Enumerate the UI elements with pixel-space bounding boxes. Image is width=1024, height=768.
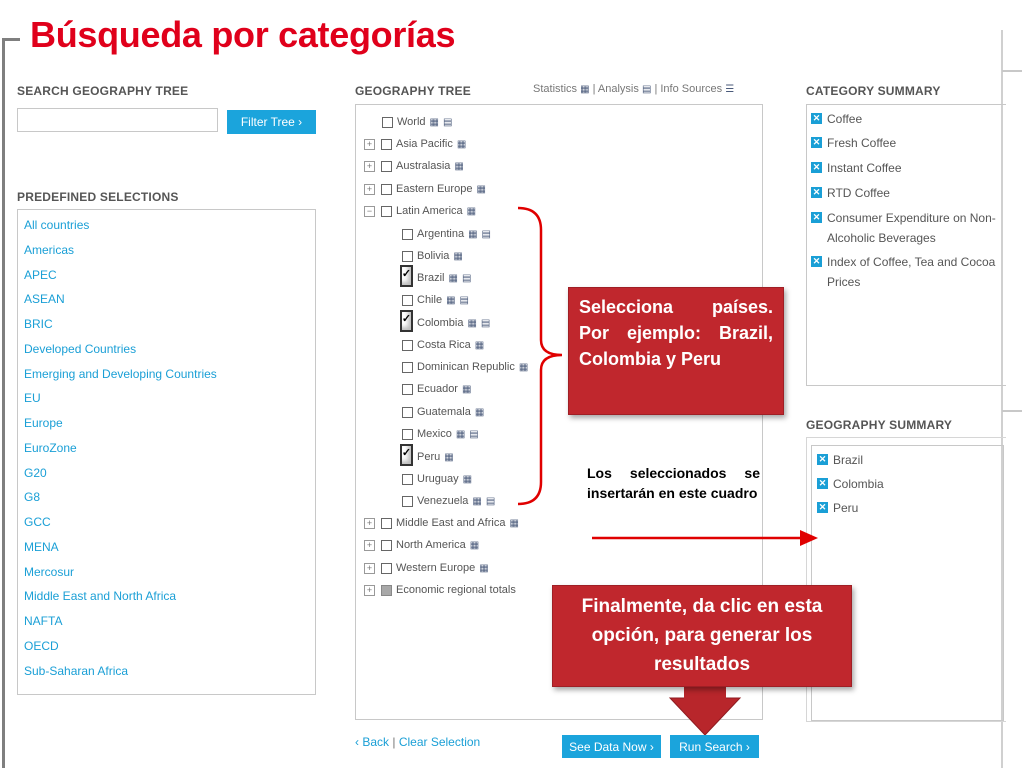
x-check-icon[interactable]: ✕ (818, 454, 827, 464)
geography-summary-heading: GEOGRAPHY SUMMARY (806, 418, 953, 432)
grid-icon[interactable]: ▦ (468, 228, 478, 240)
grid-icon[interactable]: ▦ (453, 250, 463, 262)
geography-item: ✕ Colombia (818, 477, 884, 491)
grid-icon[interactable]: ▦ (509, 517, 519, 529)
predefined-item-g20[interactable]: G20 (24, 466, 47, 480)
grid-icon[interactable]: ▦ (474, 406, 485, 418)
predefined-item-sub-saharan[interactable]: Sub-Saharan Africa (24, 664, 129, 678)
x-check-icon[interactable]: ✕ (812, 113, 821, 123)
predefined-item-bric[interactable]: BRIC (24, 317, 53, 331)
x-check-icon[interactable]: ✕ (812, 162, 821, 172)
checkbox[interactable] (402, 295, 413, 306)
tree-view-links (533, 83, 734, 95)
x-check-icon[interactable]: ✕ (812, 212, 821, 222)
link-separator: | (392, 735, 396, 749)
tree-node-economic-regional-totals[interactable] (364, 582, 516, 598)
expand-icon[interactable]: + (364, 585, 375, 596)
tree-node-label: Venezuela (417, 495, 469, 507)
tree-node-asia-pacific[interactable] (364, 136, 466, 152)
tree-node-label: Economic regional totals (396, 584, 516, 596)
checkbox[interactable] (381, 184, 392, 195)
grid-icon[interactable]: ▦ (446, 294, 456, 306)
tree-node-venezuela[interactable] (402, 493, 495, 509)
category-item: ✕ Instant Coffee (812, 161, 902, 175)
grid-icon[interactable]: ▦ (448, 272, 458, 284)
tree-node-uruguay[interactable] (402, 471, 472, 487)
checkbox[interactable] (381, 206, 392, 217)
document-icon: ▤ (641, 84, 652, 95)
x-check-icon[interactable]: ✕ (812, 187, 821, 197)
tree-node-label: Uruguay (417, 473, 459, 485)
checkbox[interactable] (382, 117, 393, 128)
predefined-item-europe[interactable]: Europe (24, 416, 63, 430)
tree-node-label: Argentina (417, 228, 465, 240)
note-inserted-box: Los seleccionados se insertarán en este cuadro (587, 465, 760, 501)
tree-node-world[interactable] (382, 114, 452, 130)
grid-icon[interactable]: ▦ (455, 428, 466, 440)
predefined-item-mercosur[interactable]: Mercosur (24, 565, 75, 579)
geography-item: ✕ Peru (818, 501, 859, 515)
grid-icon[interactable]: ▦ (456, 138, 467, 150)
grid-icon[interactable]: ▦ (469, 539, 480, 551)
predefined-item-eu[interactable]: EU (24, 391, 41, 405)
predefined-item-developed[interactable]: Developed Countries (24, 342, 137, 356)
predefined-item-g8[interactable]: G8 (24, 490, 41, 504)
tree-node-colombia[interactable] (400, 315, 490, 331)
expand-icon[interactable]: + (364, 563, 375, 574)
tree-node-argentina[interactable] (402, 226, 491, 242)
geography-tree-heading: GEOGRAPHY TREE (355, 84, 471, 98)
tree-node-label: Australasia (396, 160, 451, 172)
predefined-item-emerging[interactable]: Emerging and Developing Countries (24, 367, 217, 381)
tree-node-chile[interactable] (402, 292, 469, 308)
right-edge-mark (1002, 70, 1022, 72)
clear-selection-link[interactable]: Clear Selection (398, 735, 481, 749)
grid-icon[interactable]: ▦ (466, 205, 477, 217)
tree-node-costa-rica[interactable] (402, 337, 484, 353)
expand-icon[interactable]: + (364, 161, 375, 172)
checkbox[interactable] (381, 518, 392, 529)
statistics-link[interactable]: Statistics (533, 83, 578, 95)
tree-node-label: Western Europe (396, 562, 476, 574)
checkbox[interactable] (381, 563, 392, 574)
predefined-item-eurozone[interactable]: EuroZone (24, 441, 77, 455)
document-icon[interactable]: ▤ (461, 272, 472, 284)
back-link[interactable]: ‹ Back (355, 735, 390, 749)
grid-icon[interactable]: ▦ (444, 451, 454, 463)
search-geography-heading: SEARCH GEOGRAPHY TREE (17, 84, 189, 98)
grid-icon[interactable]: ▦ (461, 383, 472, 395)
grid-icon: ▦ (580, 84, 590, 95)
tree-node-ecuador[interactable] (402, 381, 471, 397)
document-icon[interactable]: ▤ (481, 228, 491, 240)
checkbox[interactable] (402, 229, 413, 240)
link-separator: | (654, 83, 658, 95)
predefined-item-mena-full[interactable]: Middle East and North Africa (24, 589, 177, 603)
tree-node-dominican-republic[interactable] (402, 359, 528, 375)
grid-icon[interactable]: ▦ (454, 160, 464, 172)
expand-icon[interactable]: + (364, 184, 375, 195)
tree-node-brazil[interactable] (400, 270, 471, 286)
analysis-link[interactable]: Analysis (597, 83, 639, 95)
tree-node-label: Latin America (396, 205, 463, 217)
see-data-now-button[interactable]: See Data Now › (562, 735, 661, 758)
category-item: ✕ Consumer Expenditure on Non-Alcoholic Beverages (812, 211, 996, 245)
checkbox[interactable] (402, 474, 413, 485)
document-icon[interactable]: ▤ (459, 294, 469, 306)
grid-icon[interactable]: ▦ (429, 116, 439, 128)
run-search-button[interactable]: Run Search › (670, 735, 759, 758)
tree-node-label: Eastern Europe (396, 183, 473, 195)
link-separator: | (592, 83, 596, 95)
tree-node-north-america[interactable] (364, 537, 479, 553)
tree-node-australasia[interactable] (364, 158, 464, 174)
tree-node-label: Dominican Republic (417, 361, 515, 373)
grid-icon[interactable]: ▦ (472, 495, 482, 507)
category-item: ✕ Index of Coffee, Tea and Cocoa Prices (812, 255, 996, 289)
checkbox-checked[interactable]: ✓ (400, 265, 413, 287)
grid-icon[interactable]: ▦ (467, 317, 477, 329)
right-edge-mark (1002, 410, 1022, 412)
tree-node-label: North America (396, 539, 466, 551)
category-item: ✕ Fresh Coffee (812, 136, 897, 150)
tree-node-label: Ecuador (417, 383, 458, 395)
grid-icon[interactable]: ▦ (479, 562, 489, 574)
checkbox-checked[interactable]: ✓ (400, 310, 413, 332)
document-icon[interactable]: ▤ (469, 428, 479, 440)
tree-node-label: Asia Pacific (396, 138, 453, 150)
tree-node-label: Brazil (417, 272, 445, 284)
document-icon[interactable]: ▤ (485, 495, 496, 507)
expand-icon[interactable]: + (364, 139, 375, 150)
predefined-selections-heading: PREDEFINED SELECTIONS (17, 190, 179, 204)
tree-node-latin-america[interactable] (364, 203, 476, 219)
grid-icon[interactable]: ▦ (518, 361, 529, 373)
checkbox-disabled (381, 585, 392, 596)
category-summary-panel (806, 104, 1006, 386)
checkbox[interactable] (402, 384, 413, 395)
tree-node-label: Colombia (417, 317, 464, 329)
predefined-item-asean[interactable]: ASEAN (24, 292, 65, 306)
x-check-icon[interactable]: ✕ (812, 256, 821, 266)
checkbox[interactable] (402, 362, 413, 373)
checkbox[interactable] (402, 251, 413, 262)
predefined-item-gcc[interactable]: GCC (24, 515, 51, 529)
filter-tree-button[interactable]: Filter Tree › (227, 110, 316, 134)
tree-node-label: Costa Rica (417, 339, 471, 351)
predefined-item-nafta[interactable]: NAFTA (24, 614, 63, 628)
checkbox[interactable] (402, 429, 413, 440)
tree-node-western-europe[interactable] (364, 560, 489, 576)
info-sources-link[interactable]: Info Sources (660, 83, 723, 95)
tree-node-peru[interactable] (400, 449, 454, 465)
tree-node-eastern-europe[interactable] (364, 181, 486, 197)
x-check-icon[interactable]: ✕ (818, 502, 827, 512)
x-check-icon[interactable]: ✕ (812, 137, 821, 147)
document-icon[interactable]: ▤ (442, 116, 453, 128)
tree-node-bolivia[interactable] (402, 248, 463, 264)
tree-node-label: Guatemala (417, 406, 471, 418)
grid-icon[interactable]: ▦ (476, 183, 486, 195)
checkbox[interactable] (402, 407, 413, 418)
tree-node-label: Bolivia (417, 250, 450, 262)
checkbox-checked[interactable]: ✓ (400, 444, 413, 466)
checkbox[interactable] (381, 161, 392, 172)
category-item: ✕ RTD Coffee (812, 186, 890, 200)
predefined-selections-list (17, 209, 316, 695)
slide-title: Búsqueda por categorías (30, 14, 456, 55)
expand-icon[interactable]: + (364, 518, 375, 529)
grid-icon[interactable]: ▦ (474, 339, 485, 351)
predefined-item-mena[interactable]: MENA (24, 540, 59, 554)
expand-icon[interactable]: + (364, 540, 375, 551)
predefined-item-all-countries[interactable]: All countries (24, 218, 90, 232)
tree-node-label: Peru (417, 451, 441, 463)
tree-node-label: World (397, 116, 426, 128)
predefined-item-apec[interactable]: APEC (24, 268, 57, 282)
checkbox[interactable] (402, 496, 413, 507)
geography-item: ✕ Brazil (818, 453, 864, 467)
checkbox[interactable] (381, 540, 392, 551)
callout-select-countries: Selecciona países. Por ejemplo: Brazil, Colombia y Peru (568, 287, 784, 415)
predefined-item-oecd[interactable]: OECD (24, 639, 59, 653)
search-geography-input[interactable] (17, 108, 218, 132)
checkbox[interactable] (381, 139, 392, 150)
bottom-links (355, 735, 480, 749)
category-item: ✕ Coffee (812, 112, 863, 126)
collapse-icon[interactable]: − (364, 206, 375, 217)
x-check-icon[interactable]: ✕ (818, 478, 827, 488)
grid-icon[interactable]: ▦ (462, 473, 473, 485)
list-icon: ☰ (725, 84, 735, 95)
tree-node-middle-east-africa[interactable] (364, 515, 519, 531)
document-icon[interactable]: ▤ (480, 317, 491, 329)
predefined-item-americas[interactable]: Americas (24, 243, 75, 257)
tree-node-mexico[interactable] (402, 426, 479, 442)
tree-node-label: Chile (417, 294, 443, 306)
tree-node-label: Middle East and Africa (396, 517, 506, 529)
callout-run-results: Finalmente, da clic en esta opción, para generar los resultados (552, 585, 852, 687)
tree-node-guatemala[interactable] (402, 404, 484, 420)
tree-node-label: Mexico (417, 428, 452, 440)
checkbox[interactable] (402, 340, 413, 351)
category-summary-heading: CATEGORY SUMMARY (806, 84, 941, 98)
